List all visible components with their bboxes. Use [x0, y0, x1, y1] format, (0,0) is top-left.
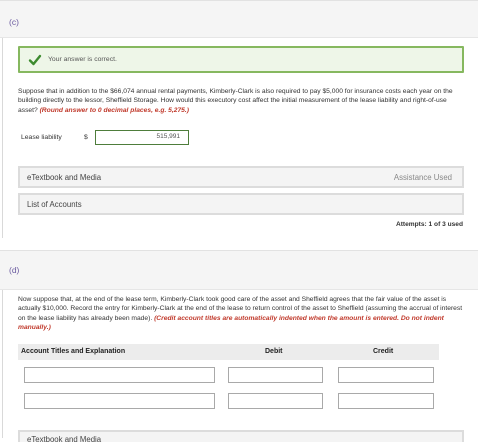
feedback-text: Your answer is correct. [48, 56, 117, 63]
etextbook-bar[interactable] [18, 166, 464, 188]
credit-header: Credit [373, 348, 394, 355]
part-d-note: (Credit account titles are automatically indented when the amount is entered. Do not indent manually.) [18, 314, 444, 331]
account-titles-header: Account Titles and Explanation [21, 348, 126, 355]
part-c-question [18, 87, 463, 115]
account-title-input[interactable] [24, 367, 215, 383]
part-d-etextbook-link[interactable]: eTextbook and Media [27, 435, 102, 444]
credit-input[interactable] [338, 393, 434, 409]
debit-input[interactable] [228, 393, 323, 409]
assistance-used-label: Assistance Used [393, 172, 452, 182]
correct-feedback-box [18, 46, 464, 73]
credit-input[interactable] [338, 367, 434, 383]
currency-symbol: $ [84, 134, 88, 141]
list-of-accounts-bar[interactable] [18, 193, 464, 215]
part-d-question [18, 295, 464, 332]
part-c-header [0, 0, 478, 38]
part-c-label: (c) [9, 17, 19, 27]
lease-liability-label: Lease liability [21, 134, 62, 141]
account-title-input[interactable] [24, 393, 215, 409]
list-of-accounts-link[interactable]: List of Accounts [27, 199, 82, 209]
debit-header: Debit [265, 348, 283, 355]
debit-input[interactable] [228, 367, 323, 383]
attempts-counter: Attempts: 1 of 3 used [395, 221, 463, 228]
part-d-etextbook-bar[interactable] [18, 430, 464, 442]
part-c-note: (Round answer to 0 decimal places, e.g. 5,275.) [39, 106, 189, 114]
etextbook-link[interactable]: eTextbook and Media [27, 172, 102, 182]
part-d-header [0, 250, 478, 290]
part-d-question-text: Now suppose that, at the end of the lease term, Kimberly-Clark took good care of the asset and Sheffield agrees that the fair value of the asset is actually $10,000. Record the entry for Kimberly-Clark at the end of the lease to return control of the asset to Sheffield (assuming the accrual of interest on the lease liability has already been made). [18, 296, 463, 322]
part-d-label: (d) [9, 265, 20, 275]
checkmark-icon [28, 53, 42, 67]
part-c-question-text: Suppose that in addition to the $66,074 annual rental payments, Kimberly-Clark is also required to pay $5,000 for insurance costs each year on the building directly to the lessor, Sheffield Storage. How would this executory cost affect the initial measurement of the lease liability and right-of-use asset? [18, 88, 453, 114]
lease-liability-input[interactable]: 515,991 [95, 130, 189, 145]
journal-table-header [18, 344, 439, 360]
